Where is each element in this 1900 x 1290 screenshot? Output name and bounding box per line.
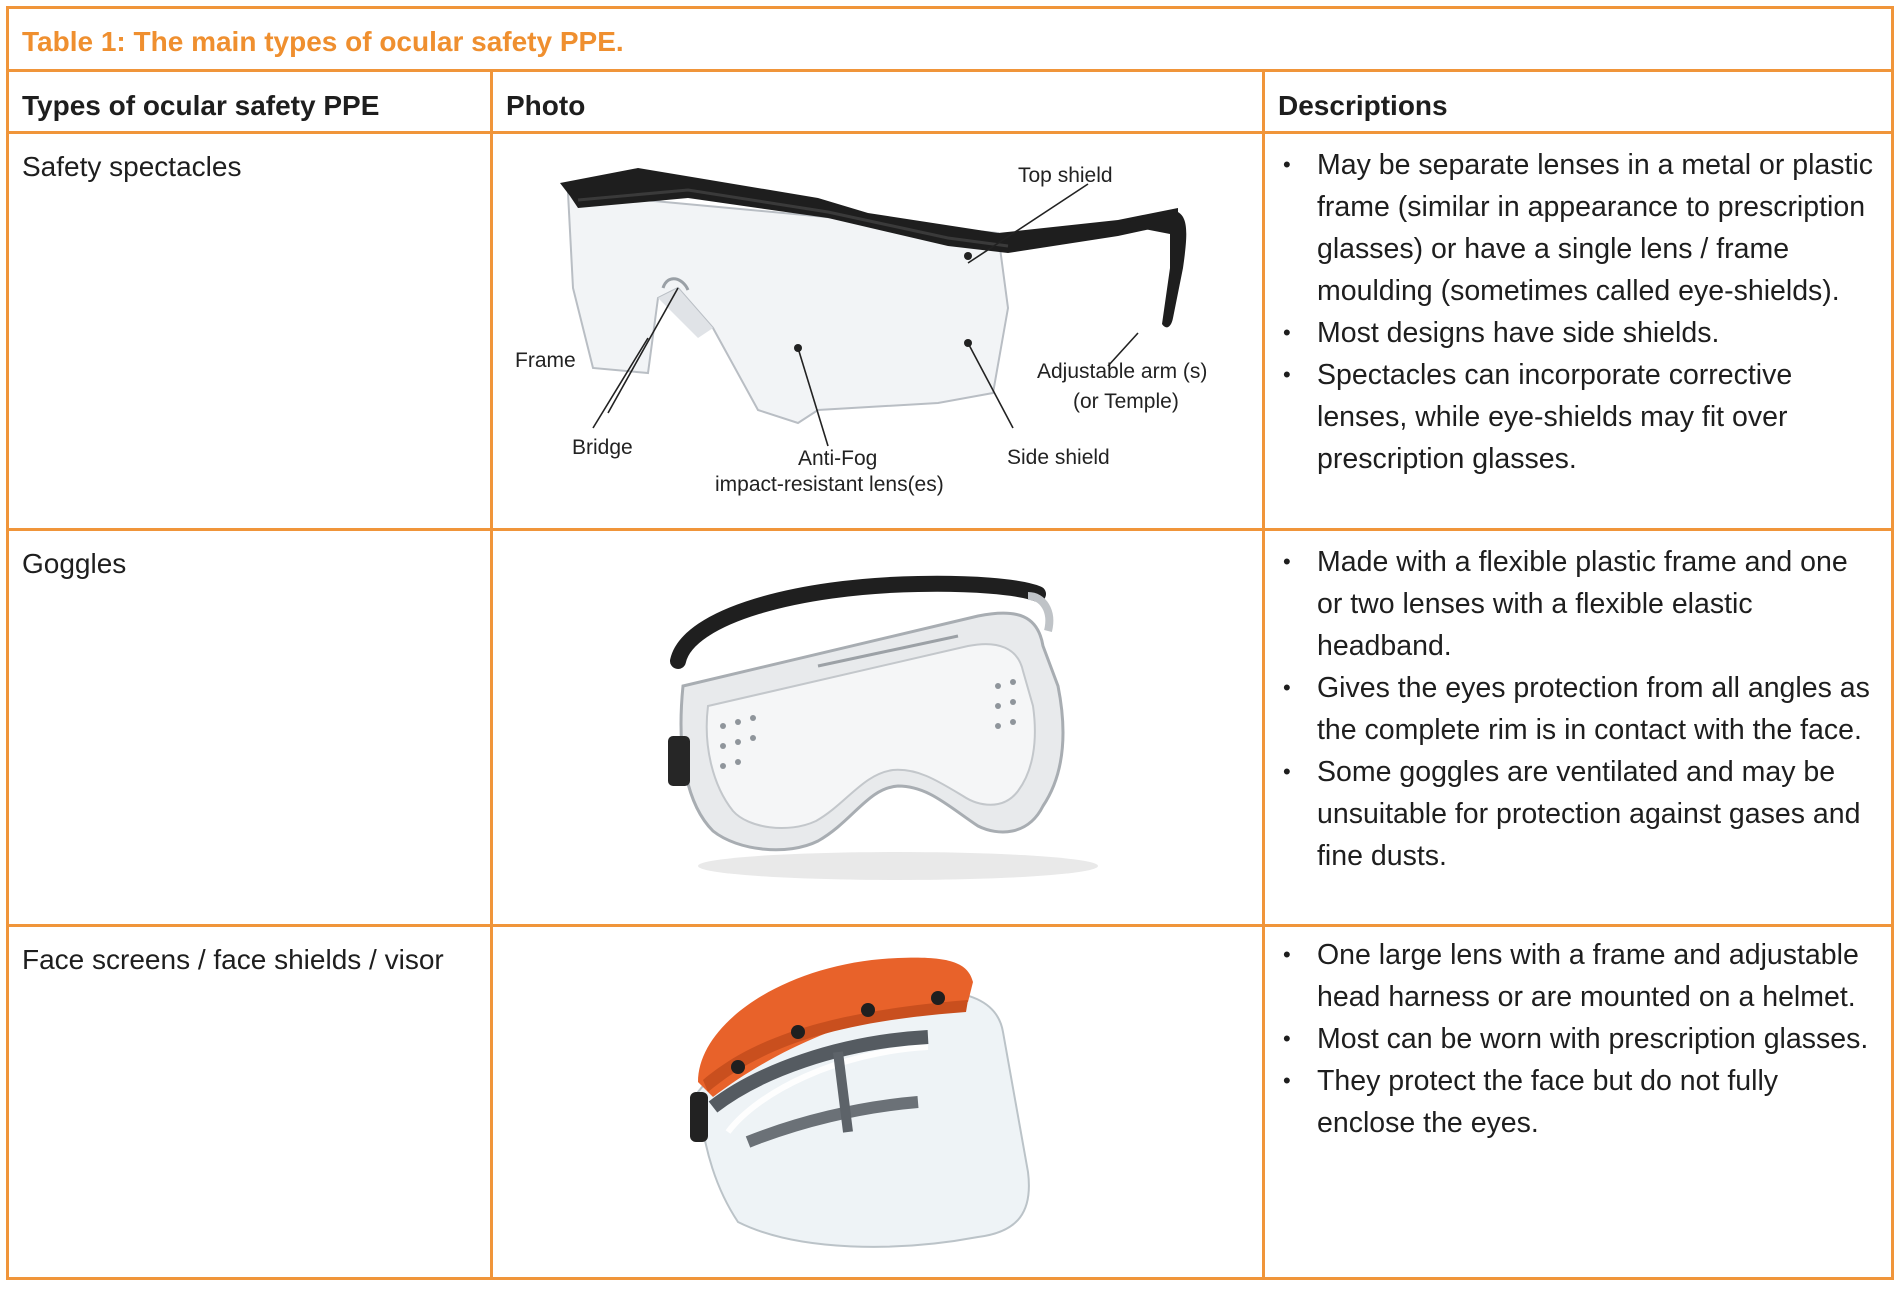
list-item: • They protect the face but do not fully enclose the eyes. bbox=[1281, 1060, 1879, 1144]
row-description-goggles bbox=[1281, 541, 1879, 877]
list-item: • May be separate lenses in a metal or plastic frame (similar in appearance to prescription glasses) or have a single lens / frame moulding (sometimes called eye-shields). bbox=[1281, 144, 1879, 312]
callout-bridge: Bridge bbox=[572, 436, 633, 459]
goggles-illustration bbox=[498, 536, 1254, 918]
table-border-right bbox=[1891, 6, 1894, 1280]
table-caption: Table 1: The main types of ocular safety PPE. bbox=[22, 26, 624, 57]
row-description-safety-spectacles bbox=[1281, 144, 1879, 480]
header-descriptions: Descriptions bbox=[1278, 90, 1448, 121]
row-divider-1 bbox=[6, 528, 1894, 531]
header-photo: Photo bbox=[506, 90, 586, 121]
callout-top-shield: Top shield bbox=[1018, 164, 1113, 187]
header-types: Types of ocular safety PPE bbox=[22, 90, 380, 121]
callout-adjustable-arm: Adjustable arm (s) bbox=[1037, 360, 1208, 383]
list-item: • Made with a flexible plastic frame and one or two lenses with a flexible elastic headband. bbox=[1281, 541, 1879, 667]
caption-divider bbox=[6, 69, 1894, 72]
col-divider-1 bbox=[490, 69, 493, 1280]
row-type-safety-spectacles: Safety spectacles bbox=[22, 151, 242, 182]
list-item: • Spectacles can incorporate corrective lenses, while eye-shields may fit over prescription glasses. bbox=[1281, 354, 1879, 480]
col-divider-2 bbox=[1262, 69, 1265, 1280]
list-item: • Most designs have side shields. bbox=[1281, 312, 1879, 354]
row-type-face-shields: Face screens / face shields / visor bbox=[22, 944, 444, 975]
table-border-left bbox=[6, 6, 9, 1280]
list-item: • Most can be worn with prescription glasses. bbox=[1281, 1018, 1879, 1060]
callout-impact-lens: impact-resistant lens(es) bbox=[715, 473, 944, 496]
callout-side-shield: Side shield bbox=[1007, 446, 1110, 469]
list-item: • Some goggles are ventilated and may be unsuitable for protection against gases and fine dusts. bbox=[1281, 751, 1879, 877]
row-description-face-shields bbox=[1281, 934, 1879, 1144]
ppe-table bbox=[6, 6, 1894, 1280]
face-shield-illustration bbox=[498, 932, 1254, 1272]
callout-anti-fog: Anti-Fog bbox=[798, 447, 878, 470]
list-item: • Gives the eyes protection from all angles as the complete rim is in contact with the face. bbox=[1281, 667, 1879, 751]
safety-spectacles-illustration bbox=[498, 138, 1254, 520]
row-divider-2 bbox=[6, 924, 1894, 927]
table-border-bottom bbox=[6, 1277, 1894, 1280]
row-type-goggles: Goggles bbox=[22, 548, 127, 579]
table-border-top bbox=[6, 6, 1894, 9]
callout-frame: Frame bbox=[515, 349, 576, 372]
callout-or-temple: (or Temple) bbox=[1073, 390, 1179, 413]
list-item: • One large lens with a frame and adjustable head harness or are mounted on a helmet. bbox=[1281, 934, 1879, 1018]
header-divider bbox=[6, 131, 1894, 134]
